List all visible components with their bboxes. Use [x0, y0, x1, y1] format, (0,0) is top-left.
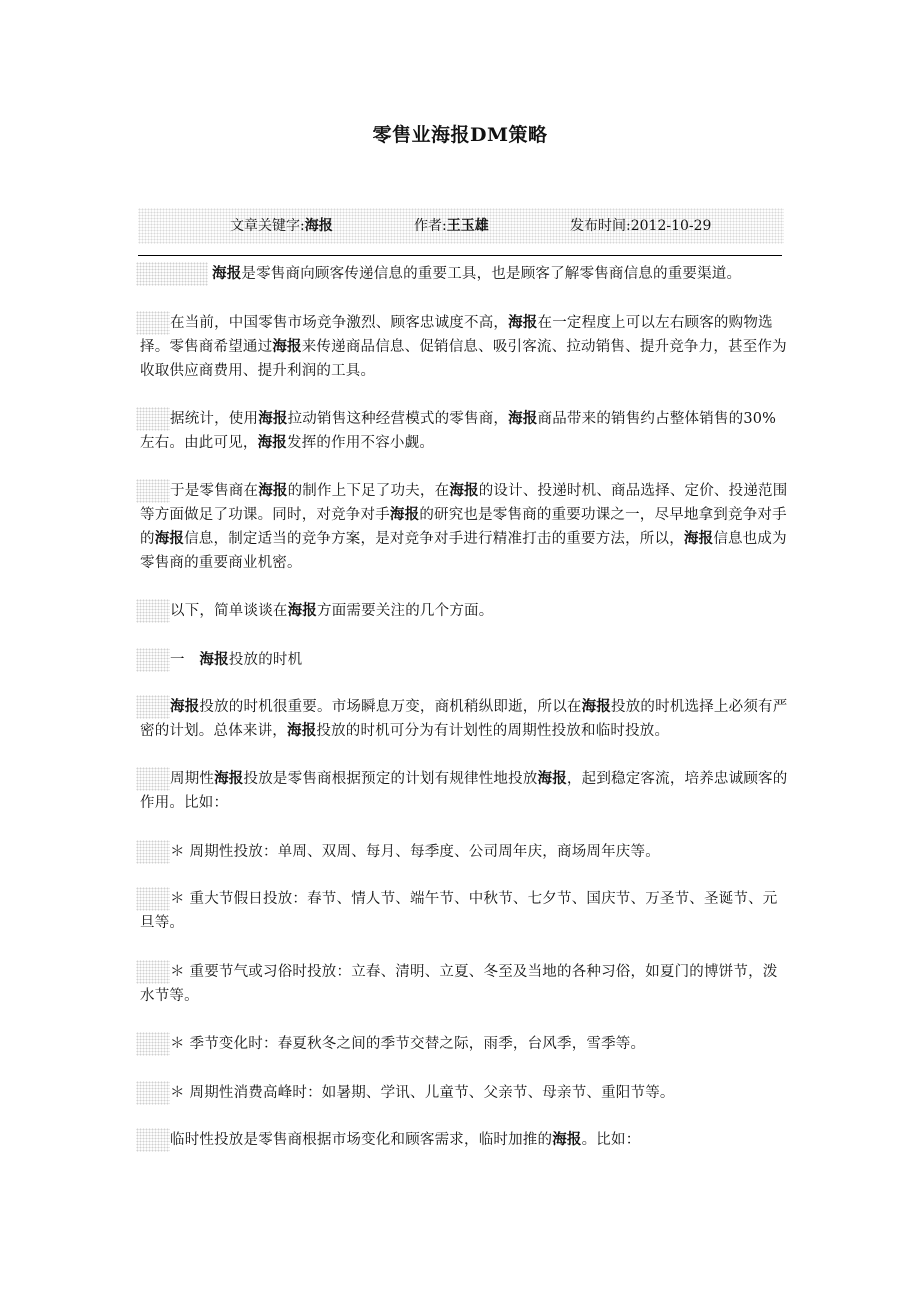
header-divider [138, 255, 782, 256]
paragraph: 海报投放的时机很重要。市场瞬息万变，商机稍纵即逝，所以在海报投放的时机选择上必须有严密的计划。总体来讲，海报投放的时机可分为有计划性的周期性投放和临时投放。 [140, 695, 790, 743]
paragraph: 以下，简单谈谈在海报方面需要关注的几个方面。 [140, 599, 790, 623]
keyword-value: 海报 [304, 218, 333, 234]
paragraph: 海报是零售商向顾客传递信息的重要工具，也是顾客了解零售商信息的重要渠道。 [140, 262, 790, 286]
list-item: ＊ 季节变化时：春夏秋冬之间的季节交替之际，雨季，台风季，雪季等。 [140, 1032, 790, 1056]
paragraph: 于是零售商在海报的制作上下足了功夫，在海报的设计、投递时机、商品选择、定价、投递范围等方面做足了功课。同时，对竞争对手海报的研究也是零售商的重要功课之一，尽早地拿到竞争对手的海报信息，制定适当的竞争方案，是对竞争对手进行精准打击的重要方法，所以，海报信息也成为零售商的重要商业机密。 [140, 479, 790, 575]
paragraph: 临时性投放是零售商根据市场变化和顾客需求，临时加推的海报。比如： [140, 1128, 790, 1152]
paragraph: 周期性海报投放是零售商根据预定的计划有规律性地投放海报，起到稳定客流，培养忠诚顾客的作用。比如： [140, 767, 790, 815]
paragraph: 在当前，中国零售市场竞争激烈、顾客忠诚度不高，海报在一定程度上可以左右顾客的购物选择。零售商希望通过海报来传递商品信息、促销信息、吸引客流、拉动销售、提升竞争力，甚至作为收取供应商费用、提升利润的工具。 [140, 311, 790, 383]
date-label: 发布时间: [570, 218, 631, 234]
list-item: ＊ 重大节假日投放：春节、情人节、端午节、中秋节、七夕节、国庆节、万圣节、圣诞节、元旦等。 [140, 887, 790, 935]
keyword-label: 文章关键字: [230, 218, 305, 234]
keyword-field [230, 208, 333, 244]
section-heading: 一 海报投放的时机 [140, 648, 790, 672]
list-item: ＊ 周期性消费高峰时：如暑期、学讯、儿童节、父亲节、母亲节、重阳节等。 [140, 1081, 790, 1105]
author-label: 作者: [414, 218, 447, 234]
article-meta-bar [138, 208, 784, 244]
date-value: 2012-10-29 [630, 218, 712, 234]
page-title: 零售业海报DM策略 [372, 124, 548, 146]
date-field [570, 208, 711, 244]
paragraph: 据统计，使用海报拉动销售这种经营模式的零售商，海报商品带来的销售约占整体销售的30%左右。由此可见，海报发挥的作用不容小觑。 [140, 407, 790, 455]
list-item: ＊ 重要节气或习俗时投放：立春、清明、立夏、冬至及当地的各种习俗，如夏门的博饼节，泼水节等。 [140, 960, 790, 1008]
list-item: ＊ 周期性投放：单周、双周、每月、每季度、公司周年庆，商场周年庆等。 [140, 840, 790, 864]
author-field [414, 208, 489, 244]
author-value: 王玉雄 [446, 218, 489, 234]
